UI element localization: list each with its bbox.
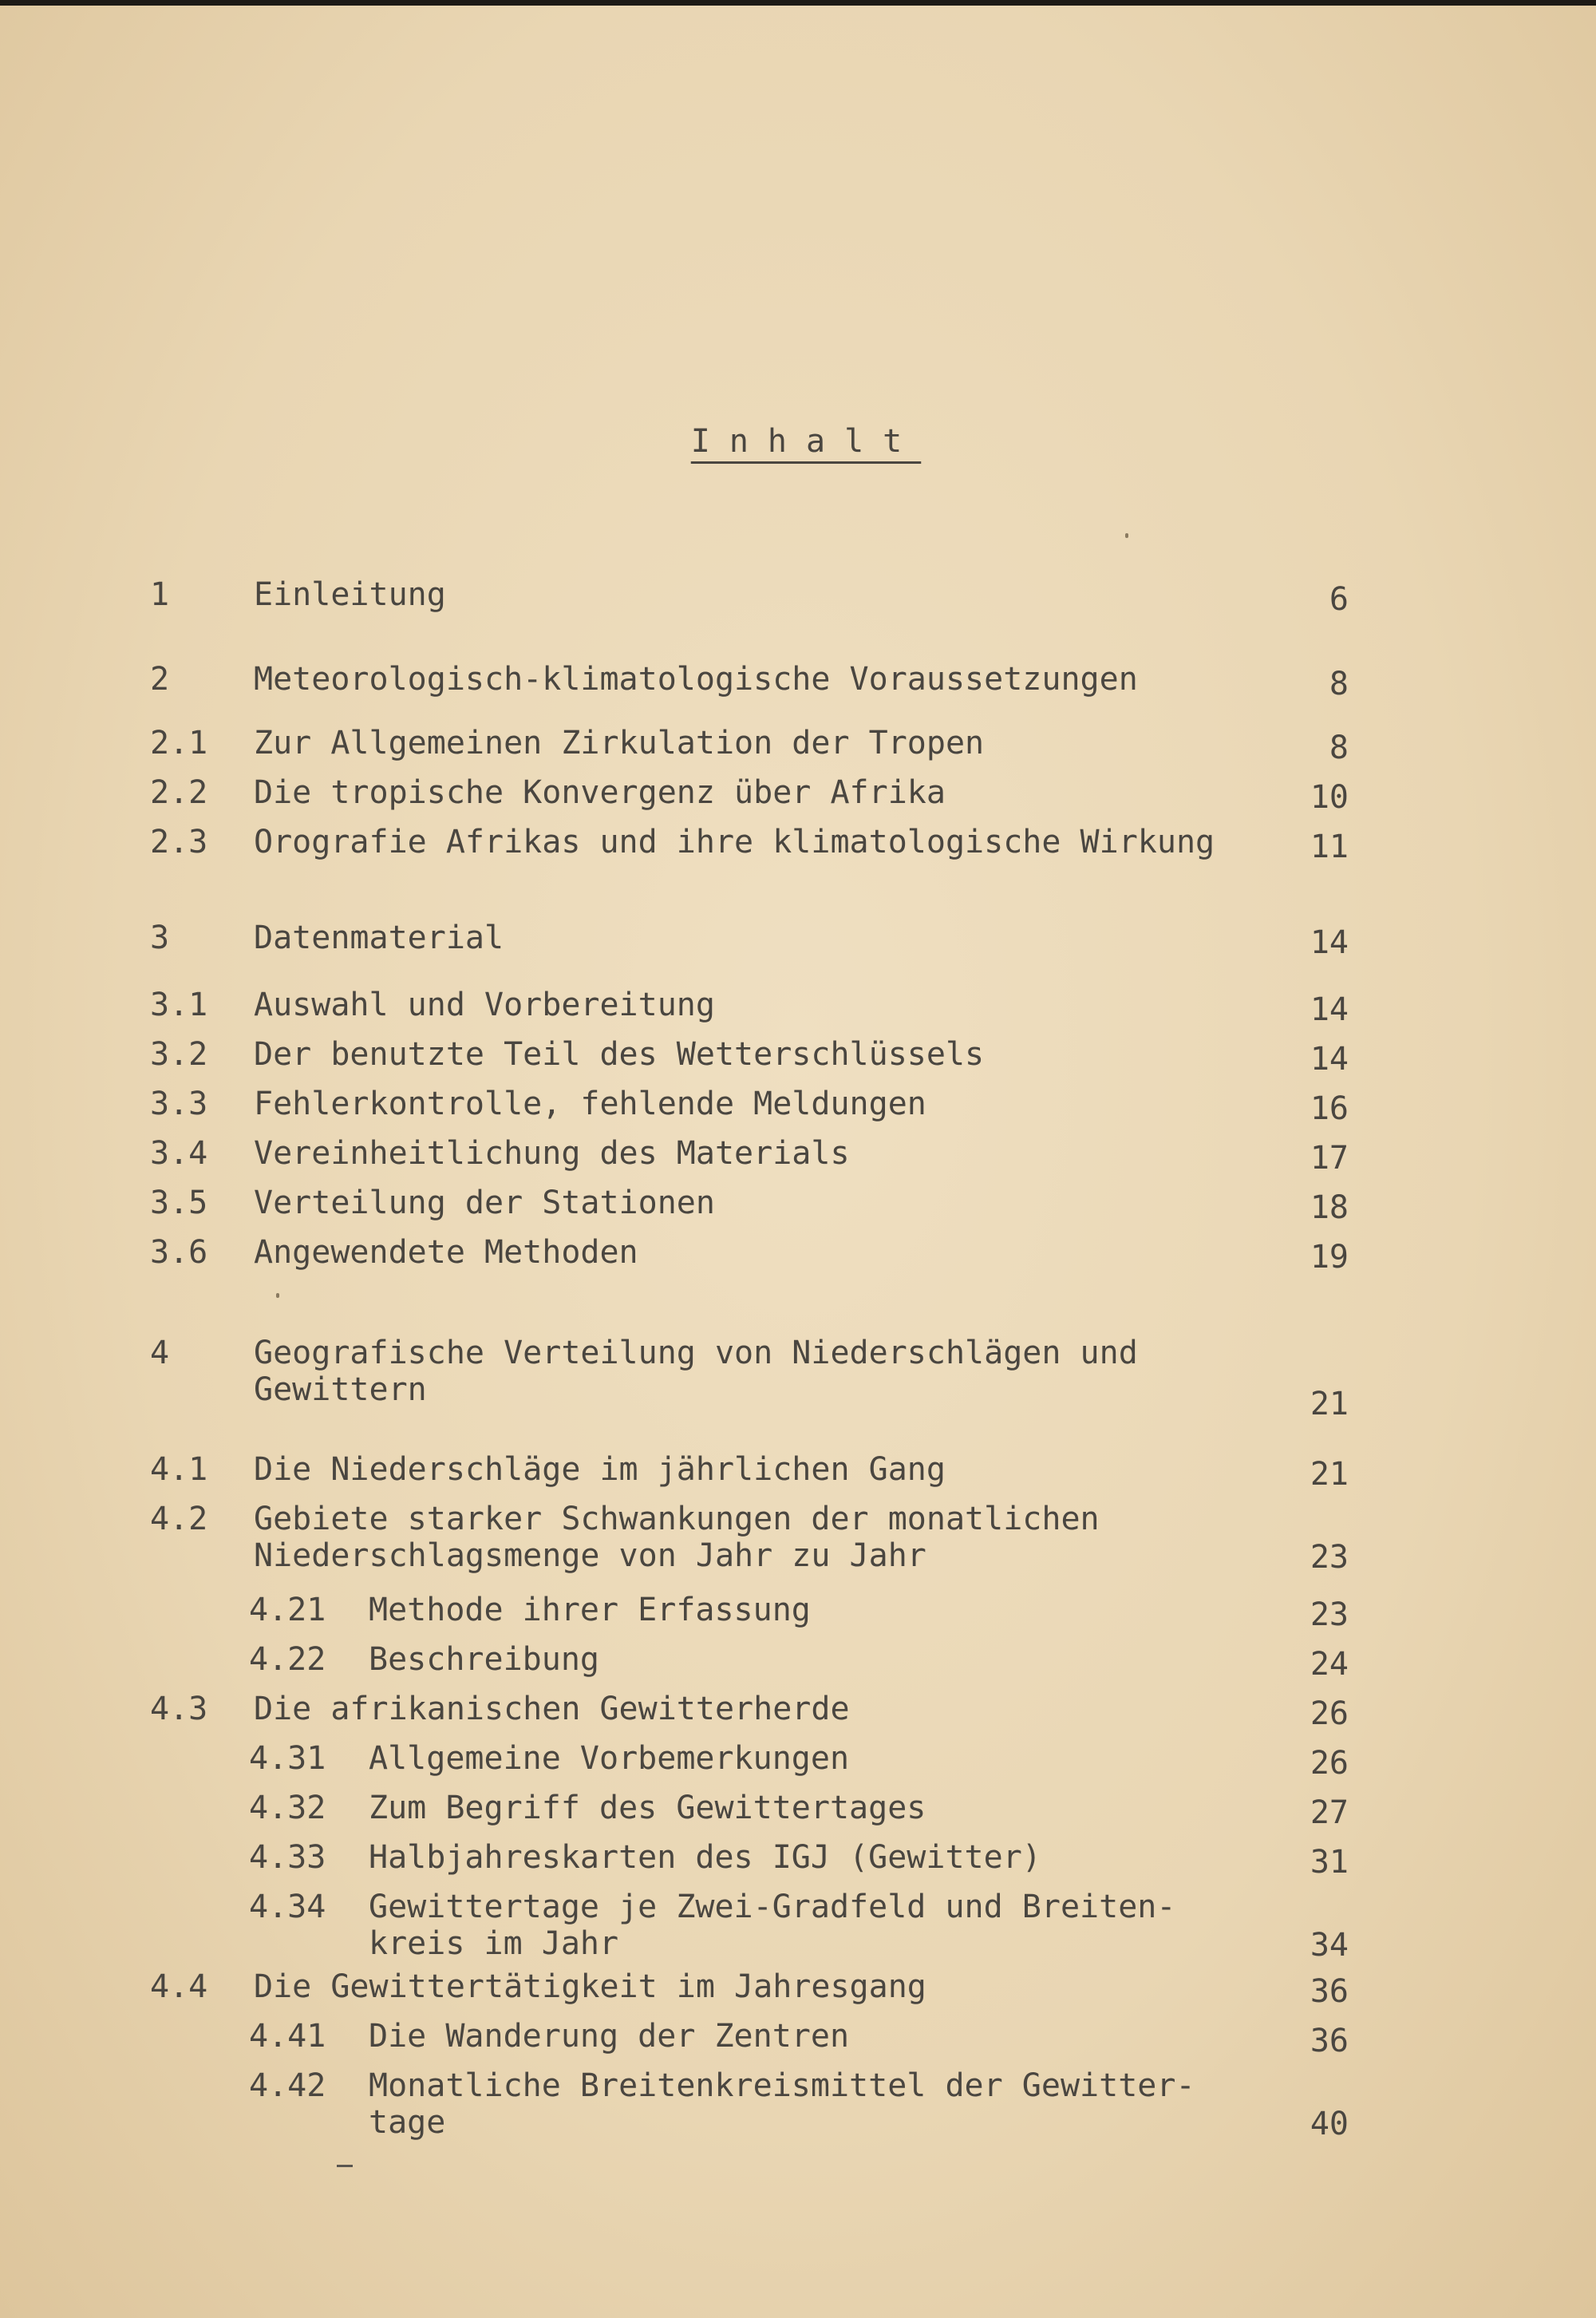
toc-entry-page: 36 xyxy=(1310,2023,1349,2059)
toc-entry-title: Methode ihrer Erfassung xyxy=(369,1592,811,1628)
toc-entry-number: 3.3 xyxy=(150,1086,208,1122)
page-mark xyxy=(337,2165,353,2167)
toc-entry-number: 4.2 xyxy=(150,1501,208,1537)
toc-entry-page: 26 xyxy=(1310,1695,1349,1732)
toc-entry-number: 2.1 xyxy=(150,725,208,761)
paper-speck xyxy=(276,1293,279,1298)
scan-border xyxy=(0,0,1596,6)
toc-entry-number: 2.3 xyxy=(150,824,208,860)
toc-entry-number: 4.3 xyxy=(150,1691,208,1727)
toc-entry-page: 34 xyxy=(1310,1927,1349,1964)
toc-entry-title: Die Gewittertätigkeit im Jahresgang xyxy=(254,1968,926,2005)
toc-entry-number: 2.2 xyxy=(150,774,208,811)
toc-entry-number: 4.22 xyxy=(249,1641,326,1678)
toc-entry-title: Zum Begriff des Gewittertages xyxy=(369,1790,926,1826)
toc-entry-page: 24 xyxy=(1310,1646,1349,1683)
toc-entry-title: Der benutzte Teil des Wetterschlüssels xyxy=(254,1036,985,1073)
toc-entry-page: 21 xyxy=(1310,1386,1349,1422)
toc-entry-title-continued: kreis im Jahr xyxy=(369,1925,619,1962)
toc-entry-page: 8 xyxy=(1329,730,1349,766)
toc-title xyxy=(0,423,1596,460)
toc-entry-title: Die Wanderung der Zentren xyxy=(369,2018,850,2055)
toc-entry-title: Monatliche Breitenkreismittel der Gewitter- tage xyxy=(369,2067,1195,2141)
toc-entry-number: 1 xyxy=(150,576,170,613)
paper-speck xyxy=(1125,533,1128,538)
toc-entry-number: 4.33 xyxy=(249,1839,326,1876)
toc-entry-title: Auswahl und Vorbereitung xyxy=(254,987,715,1023)
toc-entry-number: 2 xyxy=(150,661,170,698)
toc-entry-page: 21 xyxy=(1310,1456,1349,1493)
toc-entry-page: 10 xyxy=(1310,779,1349,816)
toc-entry-page: 16 xyxy=(1310,1090,1349,1127)
toc-entry-page: 14 xyxy=(1310,1041,1349,1078)
toc-entry-title: Beschreibung xyxy=(369,1641,599,1678)
toc-entry-number: 4.32 xyxy=(249,1790,326,1826)
toc-entry-title: Orografie Afrikas und ihre klimatologische Wirkung xyxy=(254,824,1215,860)
toc-entry-title: Gebiete starker Schwankungen der monatlichen Niederschlagsmenge von Jahr zu Jahr xyxy=(254,1501,1100,1574)
toc-entry-title: Die Niederschläge im jährlichen Gang xyxy=(254,1451,946,1488)
toc-title-text: Inhalt xyxy=(690,423,922,460)
toc-entry-title: Gewittertage je Zwei-Gradfeld und Breiten- kreis im Jahr xyxy=(369,1889,1176,1962)
toc-entry-number: 4.1 xyxy=(150,1451,208,1488)
toc-entry-number: 3.5 xyxy=(150,1185,208,1221)
toc-entry-title: Verteilung der Stationen xyxy=(254,1185,715,1221)
toc-entry-page: 11 xyxy=(1310,829,1349,865)
toc-entry-title: Fehlerkontrolle, fehlende Meldungen xyxy=(254,1086,926,1122)
toc-entry-number: 4.41 xyxy=(249,2018,326,2055)
toc-entry-title: Einleitung xyxy=(254,576,446,613)
toc-entry-number: 3.4 xyxy=(150,1135,208,1172)
toc-entry-title: Allgemeine Vorbemerkungen xyxy=(369,1740,850,1777)
toc-entry-title-continued: tage xyxy=(369,2104,446,2141)
toc-entry-number: 3.6 xyxy=(150,1234,208,1271)
toc-entry-number: 4.42 xyxy=(249,2067,326,2104)
toc-entry-page: 40 xyxy=(1310,2106,1349,2142)
toc-entry-page: 6 xyxy=(1329,581,1349,618)
toc-entry-title: Zur Allgemeinen Zirkulation der Tropen xyxy=(254,725,985,761)
toc-entry-number: 4.31 xyxy=(249,1740,326,1777)
toc-entry-title: Datenmaterial xyxy=(254,920,504,956)
toc-entry-page: 17 xyxy=(1310,1140,1349,1177)
toc-entry-title: Geografische Verteilung von Niederschlägen und Gewittern xyxy=(254,1335,1138,1408)
toc-entry-page: 23 xyxy=(1310,1539,1349,1576)
toc-entry-page: 18 xyxy=(1310,1189,1349,1226)
toc-entry-page: 19 xyxy=(1310,1239,1349,1276)
toc-entry-page: 14 xyxy=(1310,924,1349,961)
toc-entry-page: 26 xyxy=(1310,1745,1349,1782)
toc-entry-number: 3.2 xyxy=(150,1036,208,1073)
toc-entry-number: 3.1 xyxy=(150,987,208,1023)
toc-entry-number: 4.34 xyxy=(249,1889,326,1925)
toc-entry-title: Die afrikanischen Gewitterherde xyxy=(254,1691,850,1727)
toc-entry-number: 3 xyxy=(150,920,170,956)
toc-entry-number: 4.21 xyxy=(249,1592,326,1628)
toc-entry-title: Halbjahreskarten des IGJ (Gewitter) xyxy=(369,1839,1041,1876)
toc-entry-page: 23 xyxy=(1310,1596,1349,1633)
toc-entry-page: 36 xyxy=(1310,1973,1349,2010)
toc-entry-title-continued: Gewittern xyxy=(254,1371,427,1408)
toc-entry-page: 31 xyxy=(1310,1844,1349,1881)
toc-entry-page: 27 xyxy=(1310,1794,1349,1831)
toc-entry-title-continued: Niederschlagsmenge von Jahr zu Jahr xyxy=(254,1537,926,1574)
toc-entry-number: 4.4 xyxy=(150,1968,208,2005)
toc-entry-title: Meteorologisch-klimatologische Voraussetzungen xyxy=(254,661,1138,698)
toc-entry-page: 14 xyxy=(1310,991,1349,1028)
toc-entry-title: Angewendete Methoden xyxy=(254,1234,638,1271)
toc-entry-number: 4 xyxy=(150,1335,170,1371)
toc-entry-title: Die tropische Konvergenz über Afrika xyxy=(254,774,946,811)
toc-entry-page: 8 xyxy=(1329,666,1349,702)
toc-entry-title: Vereinheitlichung des Materials xyxy=(254,1135,850,1172)
